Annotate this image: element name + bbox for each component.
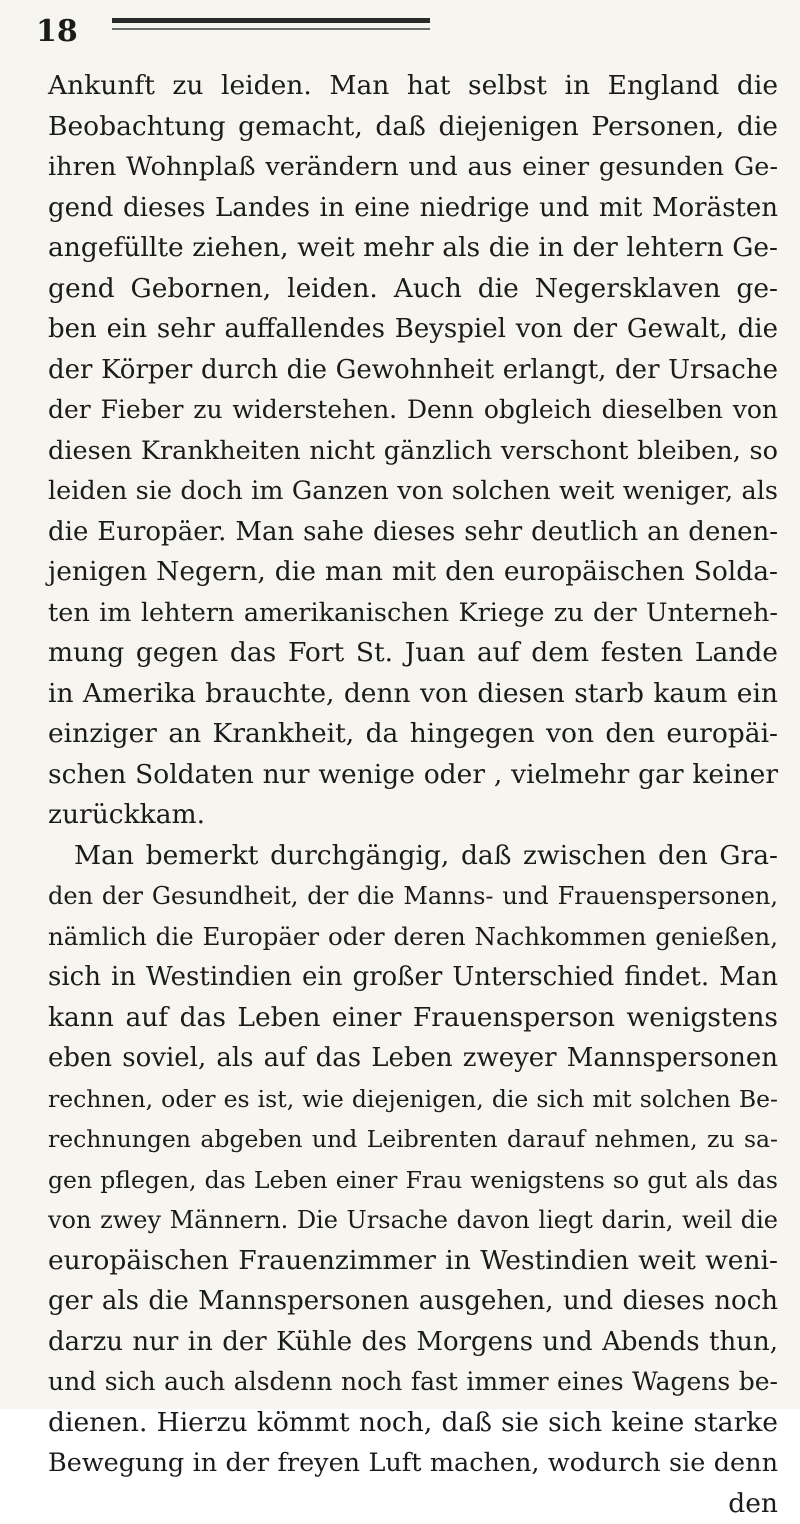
text-line: ben ein sehr auffallendes Beyspiel von der Gewalt, die <box>48 309 778 350</box>
text-line: jenigen Negern, die man mit den europäischen Solda- <box>48 552 778 593</box>
text-line: angefüllte ziehen, weit mehr als die in der lehtern Ge- <box>48 228 778 269</box>
text-line: der Körper durch die Gewohnheit erlangt, der Ursache <box>48 350 778 391</box>
text-line: dienen. Hierzu kömmt noch, daß sie sich keine starke <box>48 1403 778 1444</box>
text-line: Ankunft zu leiden. Man hat selbst in England die <box>48 66 778 107</box>
text-line: Man bemerkt durchgängig, daß zwischen den Gra- <box>48 836 778 877</box>
text-line: zurückkam. <box>48 795 778 836</box>
text-line: rechnen, oder es ist, wie diejenigen, die sich mit solchen Be- <box>48 1079 778 1120</box>
text-line: Beobachtung gemacht, daß diejenigen Personen, die <box>48 107 778 148</box>
text-line: die Europäer. Man sahe dieses sehr deutlich an denen- <box>48 512 778 553</box>
text-line: rechnungen abgeben und Leibrenten darauf nehmen, zu sa- <box>48 1119 778 1160</box>
text-line: leiden sie doch im Ganzen von solchen weit weniger, als <box>48 471 778 512</box>
text-line: eben soviel, als auf das Leben zweyer Mannspersonen <box>48 1038 778 1079</box>
text-line: ten im lehtern amerikanischen Kriege zu der Unterneh- <box>48 593 778 634</box>
text-line: gen pflegen, das Leben einer Frau wenigstens so gut als das <box>48 1160 778 1201</box>
text-line: von zwey Männern. Die Ursache davon liegt darin, weil die <box>48 1200 778 1241</box>
text-line: ihren Wohnplaß verändern und aus einer gesunden Ge- <box>48 147 778 188</box>
text-line: gend Gebornen, leiden. Auch die Negersklaven ge- <box>48 269 778 310</box>
text-line: europäischen Frauenzimmer in Westindien weit weni- <box>48 1241 778 1282</box>
text-line: kann auf das Leben einer Frauensperson wenigstens <box>48 998 778 1039</box>
text-line: nämlich die Europäer oder deren Nachkommen genießen, <box>48 917 778 958</box>
text-line: diesen Krankheiten nicht gänzlich verschont bleiben, so <box>48 431 778 472</box>
text-line: gend dieses Landes in eine niedrige und mit Morästen <box>48 188 778 229</box>
header-rule <box>112 18 430 23</box>
text-line: sich in Westindien ein großer Unterschied findet. Man <box>48 957 778 998</box>
catchword: den <box>48 1484 778 1524</box>
text-line: den der Gesundheit, der die Manns- und Frauenspersonen, <box>48 876 778 917</box>
text-line: Bewegung in der freyen Luft machen, wodurch sie denn <box>48 1443 778 1484</box>
text-line: schen Soldaten nur wenige oder , vielmehr gar keiner <box>48 755 778 796</box>
text-line: mung gegen das Fort St. Juan auf dem festen Lande <box>48 633 778 674</box>
header-rule-thin <box>112 28 430 30</box>
page-number: 18 <box>36 14 78 49</box>
text-line: ger als die Mannspersonen ausgehen, und dieses noch <box>48 1281 778 1322</box>
text-line: der Fieber zu widerstehen. Denn obgleich dieselben von <box>48 390 778 431</box>
text-line: einziger an Krankheit, da hingegen von den europäi- <box>48 714 778 755</box>
text-line: in Amerika brauchte, denn von diesen starb kaum ein <box>48 674 778 715</box>
body-text <box>48 66 778 1524</box>
text-line: und sich auch alsdenn noch fast immer eines Wagens be- <box>48 1362 778 1403</box>
text-line: darzu nur in der Kühle des Morgens und Abends thun, <box>48 1322 778 1363</box>
